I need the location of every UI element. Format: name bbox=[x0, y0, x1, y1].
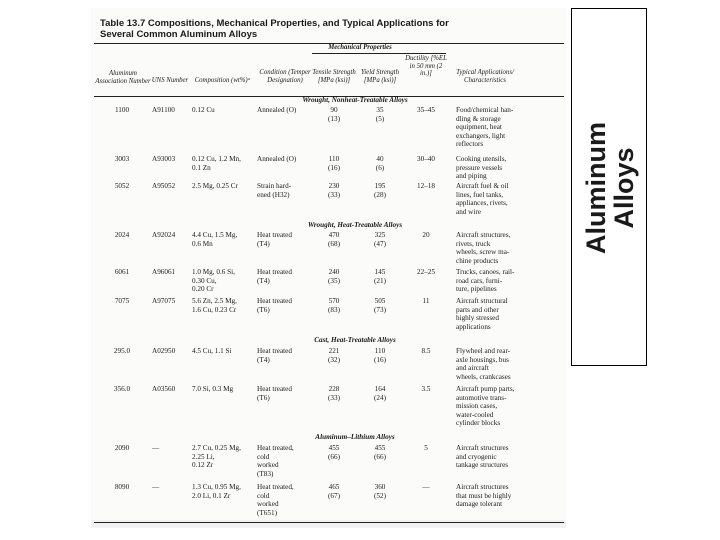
cell-uns: A93003 bbox=[152, 155, 176, 163]
cell-designation: 356.0 bbox=[113, 385, 131, 393]
cell-composition: 5.6 Zn, 2.5 Mg, 1.6 Cu, 0.23 Cr bbox=[192, 297, 237, 314]
table-subtitle: Several Common Aluminum Alloys bbox=[100, 29, 258, 40]
header-yield: Yield Strength [MPa (ksi)] bbox=[361, 69, 399, 84]
cell-tensile: 570 (83) bbox=[328, 297, 340, 314]
cell-ductility: 20 bbox=[422, 231, 430, 239]
cell-yield: 360 (52) bbox=[374, 483, 386, 500]
cell-composition: 2.5 Mg, 0.25 Cr bbox=[192, 182, 238, 190]
mechanical-properties-header: Mechanical Properties bbox=[328, 44, 392, 51]
cell-yield: 145 (21) bbox=[374, 268, 386, 285]
cell-yield: 195 (28) bbox=[374, 182, 386, 199]
cell-yield: 505 (73) bbox=[374, 297, 386, 314]
cell-composition: 1.0 Mg, 0.6 Si, 0.30 Cu, 0.20 Cr bbox=[192, 268, 235, 294]
cell-condition: Heat treated, cold worked (T83) bbox=[257, 444, 294, 478]
cell-composition: 1.3 Cu, 0.95 Mg, 2.0 Li, 0.1 Zr bbox=[192, 483, 241, 500]
cell-uns: A97075 bbox=[152, 297, 176, 305]
cell-designation: 1100 bbox=[114, 106, 130, 114]
cell-composition: 2.7 Cu, 0.25 Mg, 2.25 Li, 0.12 Zr bbox=[192, 444, 241, 470]
cell-yield: 110 (16) bbox=[374, 347, 386, 364]
section-title: Wrought, Nonheat-Treatable Alloys bbox=[302, 96, 408, 104]
section-title: Wrought, Heat-Treatable Alloys bbox=[307, 221, 403, 229]
cell-condition: Heat treated (T4) bbox=[257, 231, 292, 248]
cell-applications: Aircraft structures, rivets, truck wheels, screw ma- chine products bbox=[456, 231, 511, 265]
cell-composition: 0.12 Cu, 1.2 Mn, 0.1 Zn bbox=[192, 155, 241, 172]
cell-designation: 7075 bbox=[114, 297, 130, 305]
header-designation: Aluminum Association Number bbox=[95, 70, 151, 85]
cell-designation: 6061 bbox=[114, 268, 130, 276]
cell-designation: 8090 bbox=[114, 483, 130, 491]
cell-composition: 7.0 Si, 0.3 Mg bbox=[192, 385, 234, 393]
side-label-box bbox=[571, 8, 647, 366]
cell-designation: 2090 bbox=[114, 444, 130, 452]
header-condition: Condition (Temper Designation) bbox=[259, 69, 311, 84]
cell-condition: Heat treated (T6) bbox=[257, 385, 292, 402]
cell-condition: Heat treated (T6) bbox=[257, 297, 292, 314]
cell-ductility: 5 bbox=[424, 444, 428, 452]
header-tensile: Tensile Strength [MPa (ksi)] bbox=[312, 69, 356, 84]
cell-tensile: 230 (33) bbox=[328, 182, 340, 199]
cell-tensile: 455 (66) bbox=[328, 444, 340, 461]
cell-condition: Annealed (O) bbox=[257, 155, 297, 163]
cell-tensile: 240 (35) bbox=[328, 268, 340, 285]
cell-applications: Aircraft structures that must be highly damage tolerant bbox=[456, 483, 512, 509]
cell-uns: A92024 bbox=[152, 231, 176, 239]
header-composition: Composition (wt%)ᵃ bbox=[194, 77, 251, 84]
section-title: Aluminum–Lithium Alloys bbox=[315, 433, 395, 441]
cell-condition: Heat treated (T4) bbox=[257, 347, 292, 364]
cell-tensile: 90 (13) bbox=[328, 106, 340, 123]
cell-applications: Aircraft structural parts and other highly stressed applications bbox=[456, 297, 508, 331]
cell-ductility: 30–40 bbox=[417, 155, 435, 163]
cell-applications: Aircraft pump parts, automotive trans- mission cases, water-cooled cylinder blocks bbox=[456, 385, 515, 428]
group-rule bbox=[312, 53, 446, 54]
cell-yield: 455 (66) bbox=[374, 444, 386, 461]
cell-applications: Aircraft fuel & oil lines, fuel tanks, appliances, rivets, and wire bbox=[456, 182, 509, 216]
cell-condition: Strain hard- ened (H32) bbox=[257, 182, 292, 199]
cell-applications: Aircraft structures and cryogenic tankage structures bbox=[456, 444, 509, 470]
cell-yield: 35 (5) bbox=[375, 106, 385, 123]
cell-yield: 325 (47) bbox=[374, 231, 386, 248]
cell-uns: A96061 bbox=[152, 268, 176, 276]
cell-designation: 3003 bbox=[114, 155, 130, 163]
cell-applications: Flywheel and rear- axle housings, bus and aircraft wheels, crankcases bbox=[456, 347, 511, 381]
cell-yield: 164 (24) bbox=[374, 385, 386, 402]
cell-tensile: 465 (67) bbox=[328, 483, 340, 500]
cell-designation: 295.0 bbox=[113, 347, 131, 355]
cell-ductility: 11 bbox=[422, 297, 430, 305]
section-title: Cast, Heat-Treatable Alloys bbox=[314, 336, 396, 344]
cell-applications: Trucks, canoes, rail- road cars, furni- ture, pipelines bbox=[456, 268, 515, 294]
cell-composition: 4.5 Cu, 1.1 Si bbox=[192, 347, 232, 355]
cell-composition: 4.4 Cu, 1.5 Mg, 0.6 Mn bbox=[192, 231, 238, 248]
cell-composition: 0.12 Cu bbox=[192, 106, 215, 114]
cell-condition: Heat treated (T4) bbox=[257, 268, 292, 285]
cell-ductility: 12–18 bbox=[417, 182, 435, 190]
side-label: Aluminum Alloys bbox=[581, 122, 639, 254]
cell-ductility: 3.5 bbox=[421, 385, 431, 393]
cell-uns: — bbox=[152, 483, 160, 491]
cell-tensile: 110 (16) bbox=[328, 155, 340, 172]
cell-designation: 2024 bbox=[114, 231, 130, 239]
header-applications: Typical Applications/ Characteristics bbox=[456, 69, 514, 84]
cell-yield: 40 (6) bbox=[375, 155, 385, 172]
cell-condition: Heat treated, cold worked (T651) bbox=[257, 483, 294, 517]
cell-applications: Cooking utensils, pressure vessels and piping bbox=[456, 155, 507, 181]
cell-designation: 5052 bbox=[114, 182, 130, 190]
cell-tensile: 228 (33) bbox=[328, 385, 340, 402]
cell-condition: Annealed (O) bbox=[257, 106, 297, 114]
cell-ductility: — bbox=[422, 483, 430, 491]
cell-ductility: 22–25 bbox=[417, 268, 435, 276]
cell-applications: Food/chemical han- dling & storage equipment, heat exchangers, light reflectors bbox=[456, 106, 514, 149]
cell-uns: A91100 bbox=[152, 106, 175, 114]
cell-uns: A95052 bbox=[152, 182, 176, 190]
cell-ductility: 35–45 bbox=[417, 106, 435, 114]
table-title: Table 13.7 Compositions, Mechanical Properties, and Typical Applications for bbox=[100, 18, 449, 29]
cell-uns: A03560 bbox=[152, 385, 176, 393]
cell-uns: — bbox=[152, 444, 160, 452]
header-ductility: Ductility [%EL in 50 mm (2 in.)] bbox=[405, 55, 447, 78]
cell-tensile: 470 (68) bbox=[328, 231, 340, 248]
cell-tensile: 221 (32) bbox=[328, 347, 340, 364]
cell-ductility: 8.5 bbox=[421, 347, 431, 355]
header-uns: UNS Number bbox=[151, 77, 189, 84]
bottom-rule bbox=[94, 522, 564, 523]
cell-uns: A02950 bbox=[152, 347, 176, 355]
